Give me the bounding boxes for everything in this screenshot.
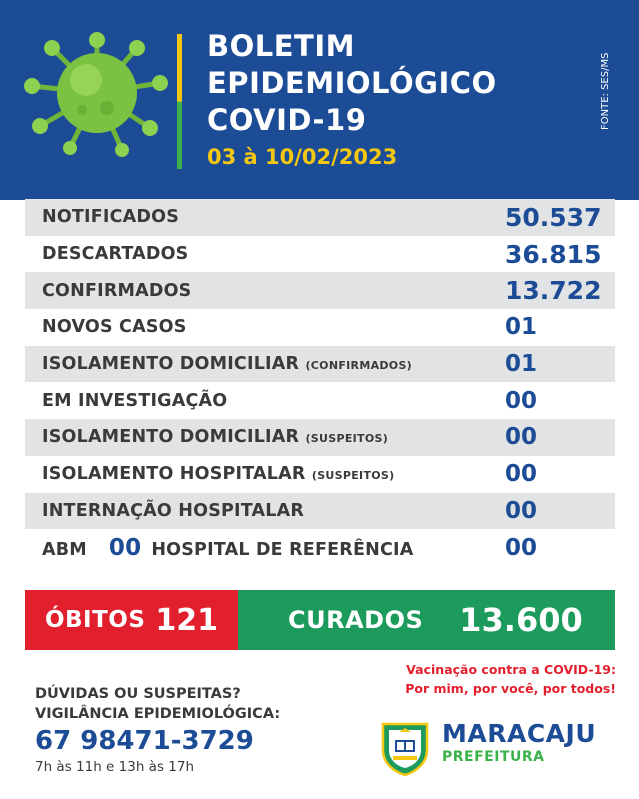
virus-icon: [22, 28, 172, 158]
table-row: [25, 346, 615, 383]
row-sublabel: (CONFIRMADOS): [305, 359, 413, 373]
statistics-table: [25, 199, 615, 566]
campaign-line-2: Por mim, por você, por todos!: [405, 681, 616, 696]
row-sublabel: (SUSPEITOS): [311, 469, 395, 483]
row-label: [42, 535, 413, 561]
vaccination-campaign: [366, 660, 616, 698]
brand-subtitle: PREFEITURA: [442, 749, 545, 765]
abm-label: ABM: [42, 539, 87, 560]
abm-value: 00: [108, 534, 142, 561]
obitos-box: [25, 590, 238, 650]
brand-city: MARACAJU: [442, 719, 597, 748]
row-value: 00: [505, 461, 538, 488]
obitos-label: ÓBITOS: [44, 607, 146, 633]
row-value: 00: [505, 497, 538, 524]
curados-box: [238, 590, 615, 650]
table-row-abm: [25, 529, 615, 566]
table-row: [25, 309, 615, 346]
row-value: 01: [505, 351, 538, 378]
contact-phone[interactable]: 67 98471-3729: [35, 726, 254, 756]
row-value: 13.722: [505, 276, 602, 306]
source-label: FONTE: SES/MS: [600, 52, 611, 130]
header-banner: [0, 0, 639, 200]
table-row: [25, 382, 615, 419]
table-row: [25, 236, 615, 273]
contact-block: [35, 684, 280, 776]
row-value: 00: [505, 534, 538, 561]
row-label: INTERNAÇÃO HOSPITALAR: [42, 500, 305, 521]
header-divider: [177, 34, 182, 169]
bulletin-date: 03 à 10/02/2023: [207, 145, 398, 169]
row-sublabel: (SUSPEITOS): [305, 432, 389, 446]
title-line-3: COVID-19: [207, 103, 367, 137]
row-value: 50.537: [505, 202, 602, 232]
contact-question: DÚVIDAS OU SUSPEITAS?: [35, 686, 241, 702]
campaign-line-1: Vacinação contra a COVID-19:: [406, 662, 616, 677]
hospital-label: HOSPITAL DE REFERÊNCIA: [151, 539, 414, 560]
contact-department: VIGILÂNCIA EPIDEMIOLÓGICA:: [35, 706, 281, 722]
row-value: 00: [505, 387, 538, 414]
brand-block: [442, 719, 596, 765]
city-crest-icon: [379, 720, 431, 776]
table-row: [25, 272, 615, 309]
obitos-value: 121: [155, 602, 219, 638]
row-label: ISOLAMENTO HOSPITALAR (SUSPEITOS): [42, 464, 395, 485]
row-label: NOTIFICADOS: [42, 207, 180, 228]
title-line-1: BOLETIM: [207, 29, 355, 63]
title-line-2: EPIDEMIOLÓGICO: [207, 66, 497, 100]
table-row: [25, 199, 615, 236]
table-row: [25, 456, 615, 493]
row-label: CONFIRMADOS: [42, 280, 192, 301]
row-value: 00: [505, 424, 538, 451]
row-label: DESCARTADOS: [42, 244, 189, 265]
table-row: [25, 493, 615, 530]
row-label: EM INVESTIGAÇÃO: [42, 390, 228, 411]
table-row: [25, 419, 615, 456]
row-value: 36.815: [505, 239, 602, 269]
row-label: ISOLAMENTO DOMICILIAR (CONFIRMADOS): [42, 354, 413, 375]
page-title: [207, 28, 497, 139]
curados-value: 13.600: [459, 601, 583, 639]
row-label: ISOLAMENTO DOMICILIAR (SUSPEITOS): [42, 427, 389, 448]
row-value: 01: [505, 314, 538, 341]
curados-label: CURADOS: [288, 606, 424, 634]
row-label: NOVOS CASOS: [42, 317, 187, 338]
contact-hours: 7h às 11h e 13h às 17h: [35, 759, 195, 775]
